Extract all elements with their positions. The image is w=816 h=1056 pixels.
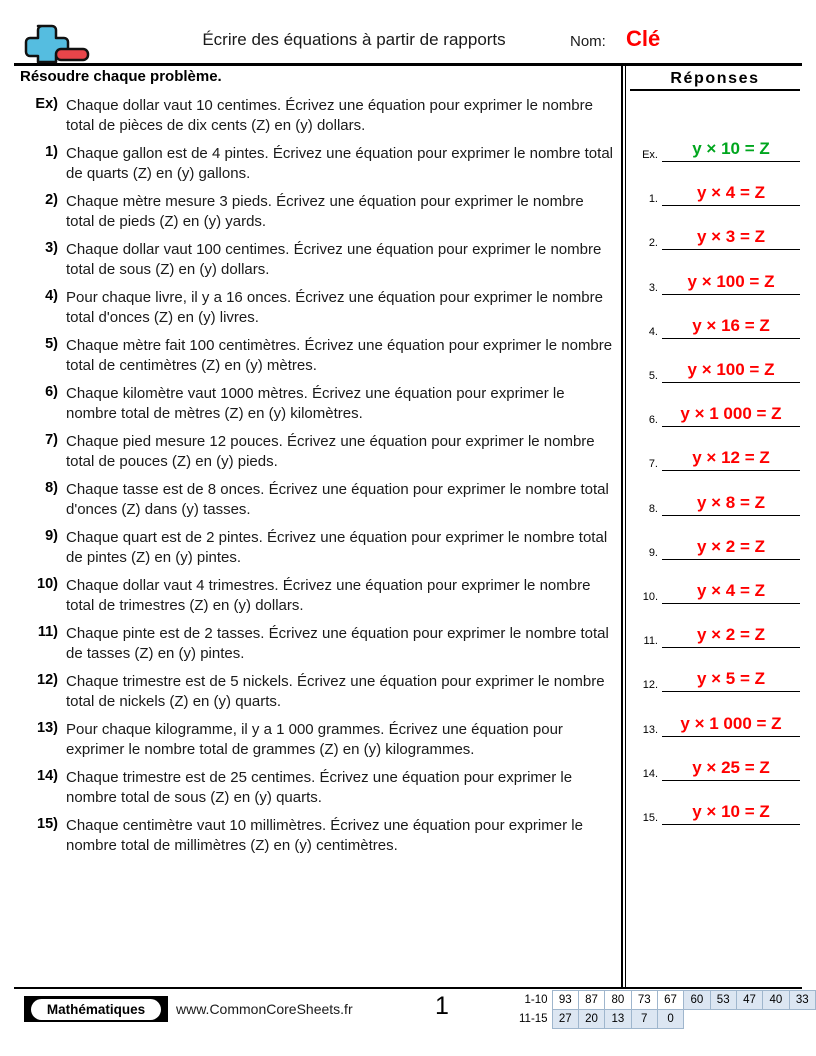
answer-key-badge: Clé [626,26,661,51]
question-item [14,576,614,616]
answer-number-label: 11. [643,635,658,648]
question-text: Chaque kilomètre vaut 1000 mètres. Écrivez une équation pour exprimer le nombre total de mètres (Z) en (y) kilomètres. [66,385,565,422]
question-text: Pour chaque livre, il y a 16 onces. Écrivez une équation pour exprimer le nombre total d'onces (Z) en (y) livres. [66,289,603,326]
answer-value: y × 3 = Z [696,227,766,247]
answer-number-label: 9. [648,546,658,559]
plus-minus-math-logo-icon [20,22,98,64]
answer-number-label: 15. [642,812,658,824]
answer-number-label: 8. [648,502,658,515]
brand-label: Mathématiques [31,999,161,1020]
question-item [14,336,614,376]
answer-row [630,220,802,250]
question-number: 15) [37,816,58,832]
question-item [14,672,614,712]
score-cell: 7 [631,1010,657,1029]
answer-number-label: 5. [648,370,658,382]
question-text: Chaque trimestre est de 25 centimes. Écrivez une équation pour exprimer le nombre total de sous (Z) en (y) quarts. [66,769,573,806]
answer-value: y × 5 = Z [696,669,766,689]
instruction-text: Résoudre chaque problème. [20,68,222,85]
answer-value: y × 8 = Z [696,492,766,512]
answer-value: y × 100 = Z [687,360,775,379]
score-cell: 73 [631,991,657,1010]
answer-number-label: 14. [642,767,658,780]
question-text: Chaque mètre fait 100 centimètres. Écrivez une équation pour exprimer le nombre total de centimètres (Z) en (y) mètres. [66,337,613,374]
score-row [508,991,816,1010]
answer-row [630,353,802,383]
answer-value: y × 25 = Z [692,757,770,777]
answer-row [630,662,802,692]
score-cell [710,1010,736,1029]
page-title: Écrire des équations à partir de rapports [202,30,506,49]
answer-number-label: 13. [642,723,658,736]
question-item [14,192,614,232]
score-key-table [508,990,816,1029]
question-number: 1) [45,144,58,160]
score-cell: 60 [684,991,710,1010]
answer-row [630,530,802,560]
question-item [14,480,614,520]
answer-row [630,397,802,427]
answer-row [630,795,802,825]
question-text: Chaque dollar vaut 10 centimes. Écrivez une équation pour exprimer le nombre total de pièces de dix cents (Z) en (y) dollars. [66,97,593,134]
question-item [14,816,614,856]
answer-value: y × 4 = Z [696,581,766,600]
score-cell: 0 [657,1010,683,1029]
answer-row [630,618,802,648]
question-item [14,96,614,136]
answer-value: y × 4 = Z [696,183,766,203]
question-item [14,384,614,424]
answer-number-label: Ex. [642,149,658,161]
question-text: Chaque tasse est de 8 onces. Écrivez une équation pour exprimer le nombre total d'onces (Z) dans (y) tasses. [66,481,609,518]
answer-number-label: 3. [648,281,658,294]
answer-number-label: 7. [648,458,658,471]
score-cell: 20 [578,1010,604,1029]
brand-badge [24,996,168,1022]
website-url: www.CommonCoreSheets.fr [176,1001,353,1017]
answers-column [630,66,810,986]
question-number: 11) [37,624,58,640]
answer-value: y × 2 = Z [696,625,766,645]
score-cell [763,1010,789,1029]
question-item [14,240,614,280]
question-number: 14) [37,768,58,784]
question-number: 13) [37,720,58,736]
question-number: 8) [45,480,58,496]
question-item [14,528,614,568]
question-text: Chaque mètre mesure 3 pieds. Écrivez une équation pour exprimer le nombre total de pieds (Z) en (y) yards. [66,193,584,230]
answer-value: y × 10 = Z [692,802,770,821]
page-header [14,18,802,64]
answer-value: y × 1 000 = Z [680,404,782,424]
score-cell: 80 [605,991,631,1010]
answer-row [630,751,802,781]
score-cell [684,1010,710,1029]
answer-number-label: 4. [648,325,658,338]
answer-number-label: 10. [642,591,658,603]
question-number: 4) [45,288,58,304]
question-text: Chaque gallon est de 4 pintes. Écrivez une équation pour exprimer le nombre total de quarts (Z) en (y) gallons. [66,145,613,182]
footer-divider-rule [14,987,802,989]
question-number: 5) [45,336,58,352]
question-number: 7) [45,432,58,448]
answers-heading: Réponses [630,70,800,91]
answer-number-label: 12. [642,679,658,692]
question-number: Ex) [35,96,58,112]
score-cell: 67 [657,991,683,1010]
question-number: 10) [37,576,58,592]
answer-value: y × 16 = Z [692,315,770,335]
answer-number-label: 1. [648,193,658,206]
page-number: 1 [435,992,449,1020]
question-number: 2) [45,192,58,208]
questions-list [14,96,614,864]
column-divider [621,66,626,987]
question-text: Pour chaque kilogramme, il y a 1 000 grammes. Écrivez une équation pour exprimer le nombre total de grammes (Z) en (y) kilogrammes. [66,721,563,758]
score-cell [736,1010,762,1029]
question-text: Chaque dollar vaut 4 trimestres. Écrivez une équation pour exprimer le nombre total de trimestres (Z) en (y) dollars. [66,577,591,614]
score-cell: 93 [552,991,578,1010]
question-item [14,624,614,664]
score-row-label: 11-15 [519,1013,548,1025]
answer-value: y × 10 = Z [692,139,770,158]
score-cell [789,1010,815,1029]
question-text: Chaque pied mesure 12 pouces. Écrivez une équation pour exprimer le nombre total de pouces (Z) en (y) pieds. [66,433,595,470]
score-cell: 87 [578,991,604,1010]
answer-value: y × 2 = Z [696,536,766,556]
answer-row [630,176,802,206]
score-cell: 47 [736,991,762,1010]
question-item [14,288,614,328]
answer-value: y × 100 = Z [687,271,775,291]
answer-row [630,265,802,295]
question-text: Chaque centimètre vaut 10 millimètres. Écrivez une équation pour exprimer le nombre total de millimètres (Z) en (y) centimètres. [66,817,583,854]
score-cell: 53 [710,991,736,1010]
answer-row [630,707,802,737]
score-cell: 13 [605,1010,631,1029]
question-item [14,432,614,472]
question-item [14,720,614,760]
answer-value: y × 12 = Z [692,448,770,468]
name-label: Nom: [570,33,606,50]
question-text: Chaque pinte est de 2 tasses. Écrivez une équation pour exprimer le nombre total de tasses (Z) en (y) pintes. [66,625,609,662]
question-number: 12) [37,672,58,688]
score-cell: 27 [552,1010,578,1029]
question-number: 9) [45,528,58,544]
answer-number-label: 2. [648,237,658,250]
answer-value: y × 1 000 = Z [680,713,782,733]
answer-row [630,441,802,471]
answer-row [630,132,802,162]
answer-number-label: 6. [648,414,658,427]
answer-row [630,574,802,604]
question-text: Chaque dollar vaut 100 centimes. Écrivez une équation pour exprimer le nombre total de sous (Z) en (y) dollars. [66,241,602,278]
score-cell: 33 [789,991,815,1010]
question-number: 3) [45,240,58,256]
score-cell: 40 [763,991,789,1010]
score-row-label: 1-10 [524,994,548,1006]
question-item [14,768,614,808]
question-number: 6) [45,384,58,400]
question-text: Chaque quart est de 2 pintes. Écrivez une équation pour exprimer le nombre total de pintes (Z) en (y) pintes. [66,529,608,566]
score-row [508,1010,816,1029]
answer-row [630,309,802,339]
question-item [14,144,614,184]
answer-row [630,486,802,516]
question-text: Chaque trimestre est de 5 nickels. Écrivez une équation pour exprimer le nombre total de nickels (Z) en (y) quarts. [66,673,605,710]
